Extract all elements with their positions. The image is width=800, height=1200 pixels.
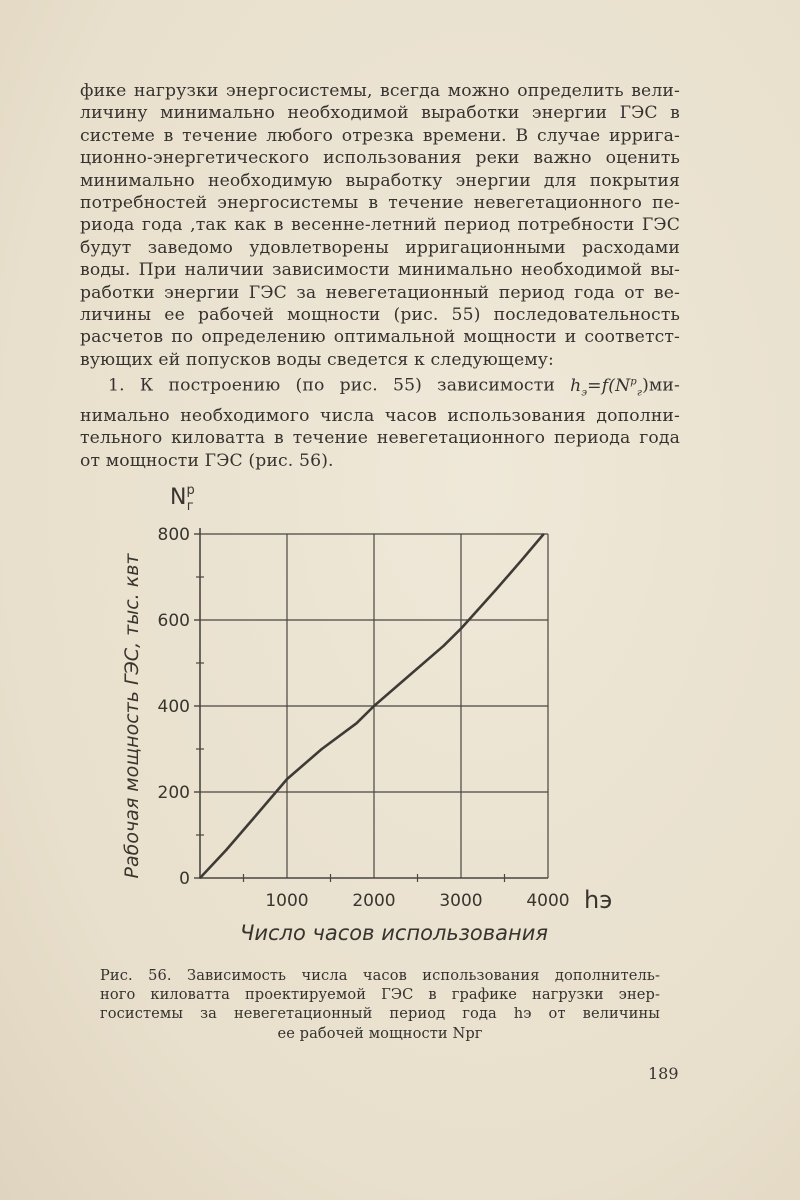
text-line: ционно-энергетического использования реки важно оценить <box>80 148 680 169</box>
text-line: минимально необходимую выработку энергии для покрытия <box>80 170 680 191</box>
data-point <box>373 705 375 707</box>
x-axis-symbol: hэ <box>584 886 613 914</box>
data-point <box>321 748 323 750</box>
x-tick-label: 1000 <box>265 891 309 911</box>
list-item-prefix: 1. К построению (по рис. 55) зависимости <box>108 376 555 397</box>
caption-line: Рис. 56. Зависимость числа часов использования дополнитель- <box>100 967 660 984</box>
text-line: системе в течение любого отрезка времени. В случае ирригa- <box>80 125 680 146</box>
text-line: расчетов по определению оптимальной мощности и соответст- <box>80 327 680 348</box>
chart <box>100 470 620 950</box>
text-line: личины ее рабочей мощности (рис. 55) последовательность <box>80 305 680 326</box>
x-tick-label: 4000 <box>526 891 570 911</box>
caption-line: ее рабочей мощности Nрг <box>277 1024 483 1042</box>
data-point <box>251 819 253 821</box>
text-line: работки энергии ГЭС за невегетационный период года от ве- <box>80 282 680 303</box>
data-point <box>460 628 462 630</box>
data-point <box>521 559 523 561</box>
x-tick-label: 3000 <box>439 891 483 911</box>
text-line: вующих ей попусков воды сведется к следующему: <box>80 349 554 370</box>
text-line: тельного киловатта в течение невегетационного периода года <box>80 428 680 449</box>
body-text <box>80 80 680 472</box>
text-line: потребностей энергосистемы в течение невегетационного пе- <box>80 193 680 214</box>
y-axis-label: Рабочая мощность ГЭС, тыс. квт <box>121 553 143 879</box>
y-tick-label: 0 <box>179 869 190 889</box>
list-item-first-line: 1. К построению (по рис. 55) зависимости $h_э=f(N^р_г)ми-$ <box>108 376 680 399</box>
data-point <box>225 849 227 851</box>
text-line: личину минимально необходимой выработки энергии ГЭС в <box>80 103 680 124</box>
y-axis-symbol: $N^р$ г <box>170 483 195 514</box>
y-tick-label: 400 <box>157 697 190 717</box>
figure-caption <box>100 966 660 1043</box>
data-point <box>443 645 445 647</box>
data-point <box>408 675 410 677</box>
text-line: воды. При наличии зависимости минимально необходимой вы- <box>80 260 680 281</box>
text-line: от мощности ГЭС (рис. 56). <box>80 450 334 471</box>
y-tick-label: 800 <box>157 525 190 545</box>
text-line: будут заведомо удовлетворены ирригационными расходами <box>80 237 680 258</box>
y-tick-label: 200 <box>157 783 190 803</box>
x-axis-label: Число часов использования <box>239 921 549 945</box>
data-point <box>356 722 358 724</box>
x-tick-label: 2000 <box>352 891 396 911</box>
data-point <box>543 533 545 535</box>
text-line: нимально необходимого числа часов использования дополни- <box>80 405 680 426</box>
text-line: фике нагрузки энергосистемы, всегда можно определить вели- <box>80 81 680 101</box>
y-tick-label: 600 <box>157 611 190 631</box>
data-point <box>286 778 288 780</box>
data-point <box>495 589 497 591</box>
page-number: 189 <box>648 1064 679 1083</box>
formula: $h_э=f(N^р_г$ <box>570 376 643 399</box>
caption-line: ного киловатта проектируемой ГЭС в графике нагрузки энер- <box>100 986 660 1004</box>
caption-line: госистемы за невегетационный период года hэ от величины <box>100 1005 660 1023</box>
data-point <box>199 877 201 879</box>
text-line: риода года ,так как в весенне-летний период потребности ГЭС <box>80 215 680 236</box>
